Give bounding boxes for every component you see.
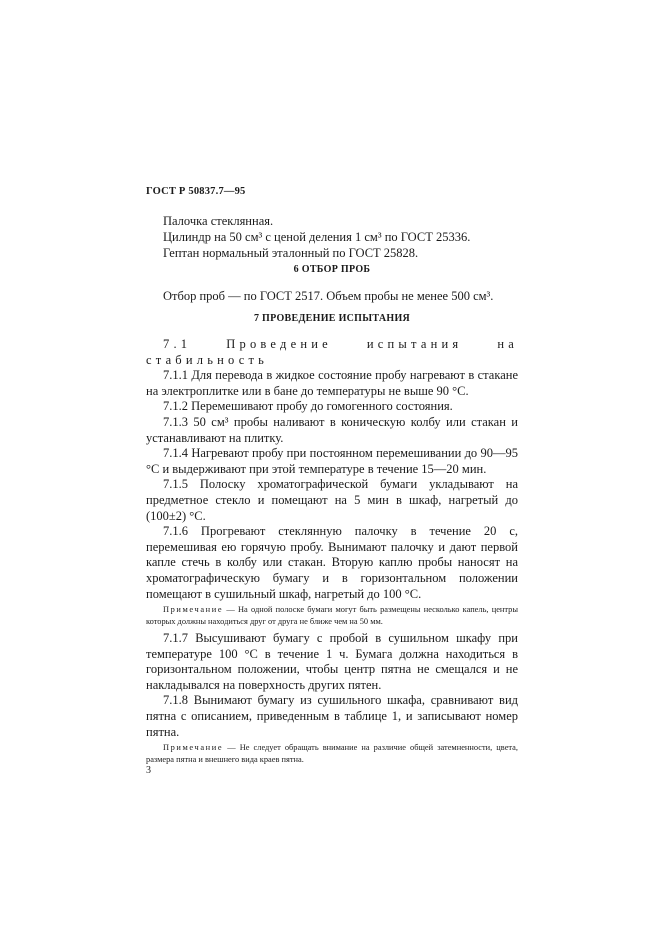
paragraph-7-1-8: 7.1.8 Вынимают бумагу из сушильного шкафа, сравнивают вид пятна с описанием, приведенным в таблице 1, и записывают номер пятна.: [146, 693, 518, 739]
note-1: [146, 604, 518, 628]
paragraph-7-1-3: 7.1.3 50 см³ пробы наливают в коническую колбу или стакан и устанавливают на плитку.: [146, 414, 518, 445]
paragraph-7-1-2: 7.1.2 Перемешивают пробу до гомогенного состояния.: [163, 399, 453, 414]
paragraph-7-1: 7.1 Проведение испытания на стабильность: [146, 337, 518, 367]
paragraph-7-1-1: 7.1.1 Для перевода в жидкое состояние пробу нагревают в стакане на электроплитке или в бане до температуры не выше 90 °С.: [146, 368, 518, 398]
note-2-label: Примечание: [163, 743, 224, 753]
paragraph-7-1-6: 7.1.6 Прогревают стеклянную палочку в течение 20 с, перемешивая ею горячую пробу. Вынимают палочку и дают первой капле стечь в колбу или стакан. Вторую каплю пробы наносят на хроматографическую бумагу и в горизонтальном положении помещают в сушильный шкаф, нагретый до 100 °С.: [146, 524, 518, 601]
material-item: Палочка стеклянная.: [163, 214, 274, 228]
paragraph-7-1-5: 7.1.5 Полоску хроматографической бумаги укладывают на предметное стекло и помещают на 5 мин в шкаф, нагретый до (100±2) °С.: [146, 477, 518, 523]
section-7-title: 7 ПРОВЕДЕНИЕ ИСПЫТАНИЯ: [253, 313, 411, 324]
page-number: 3: [146, 765, 151, 776]
note-1-text: — На одной полоске бумаги могут быть размещены несколько капель, центры которых должны находиться друг от друга не ближе чем на 50 мм.: [146, 605, 518, 627]
paragraph-7-1-4: 7.1.4 Нагревают пробу при постоянном перемешивании до 90—95 °С и выдерживают при этой температуре в течение 15—20 мин.: [146, 446, 518, 476]
note-1-label: Примечание: [163, 605, 224, 615]
paragraph-7-1-7: 7.1.7 Высушивают бумагу с пробой в сушильном шкафу при температуре 100 °С в течение 1 ч. Бумага должна находиться в горизонтальном положении, чтобы центр пятна не смещался и не накладывался на поверхность других пятен.: [146, 631, 518, 692]
document-header: ГОСТ Р 50837.7—95: [146, 186, 246, 197]
note-2-text: — Не следует обращать внимание на различие общей затемненности, цвета, размера пятна и внешнего вида краев пятна.: [146, 743, 518, 765]
note-2: [146, 742, 518, 766]
section-6-title: 6 ОТБОР ПРОБ: [293, 264, 371, 275]
material-item: Цилиндр на 50 см³ с ценой деления 1 см³ по ГОСТ 25336.: [163, 230, 471, 244]
section-7-body: [146, 337, 518, 769]
material-item: Гептан нормальный эталонный по ГОСТ 25828.: [163, 246, 419, 260]
materials-list: [146, 213, 518, 261]
section-6-text: Отбор проб — по ГОСТ 2517. Объем пробы не менее 500 см³.: [163, 289, 494, 303]
